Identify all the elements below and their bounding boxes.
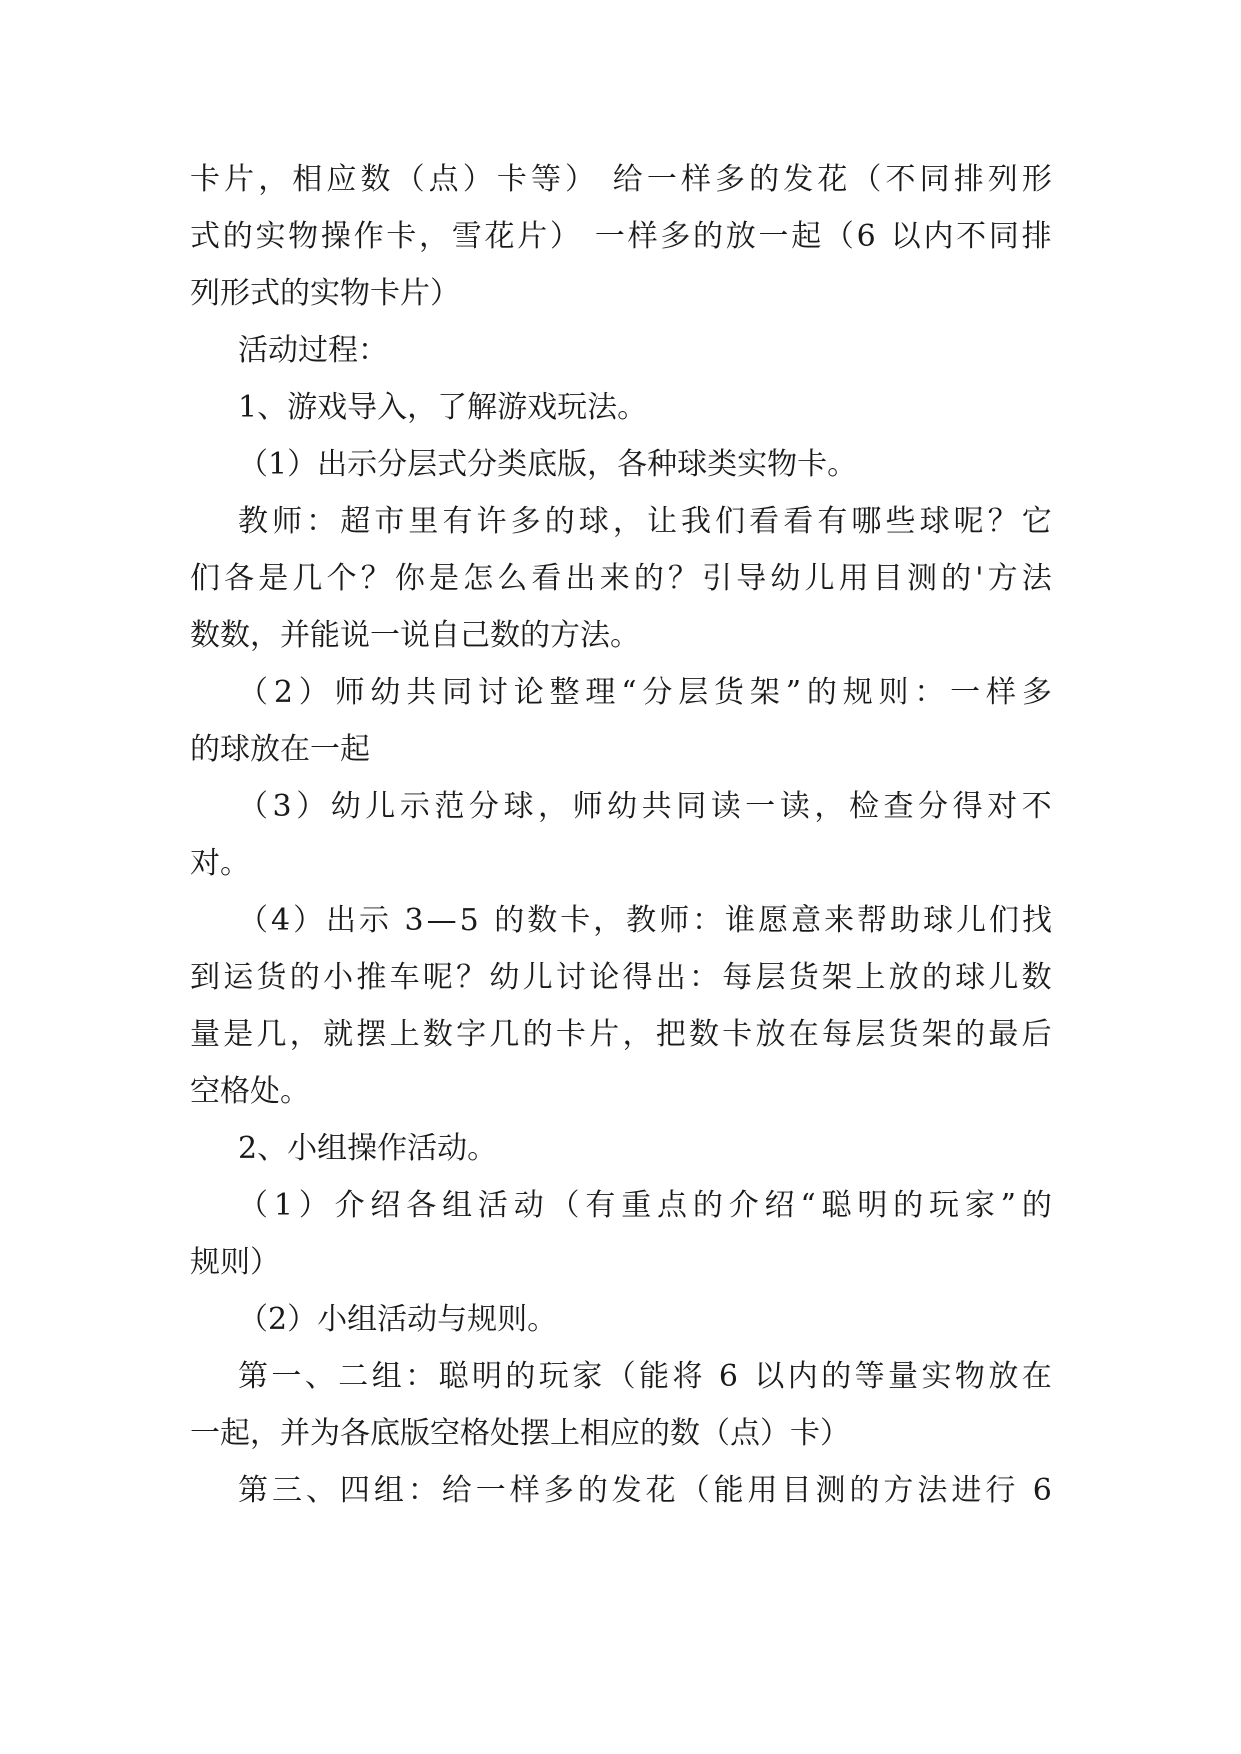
text-line-15: 到 运 货 的 小 推 车 呢 ？ 幼 儿 讨 论 得 出 ： 每 层 货 架 上 放 的 球 儿 数 bbox=[190, 960, 1052, 995]
text-line-3: 列形式的实物卡片） bbox=[190, 276, 460, 311]
text-line-21: （2）小组活动与规则。 bbox=[238, 1302, 558, 1337]
text-line-7: 教 师 ： 超 市 里 有 许 多 的 球 ， 让 我 们 看 看 有 哪 些 球 呢 ？ 它 bbox=[238, 504, 1052, 539]
text-line-2: 式 的 实 物 操 作 卡 ， 雪 花 片 ） 一 样 多 的 放 一 起 （ 6 以 内 不 同 排 bbox=[190, 219, 1052, 254]
text-line-16: 量 是 几 ， 就 摆 上 数 字 几 的 卡 片 ， 把 数 卡 放 在 每 层 货 架 的 最 后 bbox=[190, 1017, 1052, 1052]
text-line-24: 第 三 、 四 组 ： 给 一 样 多 的 发 花 （ 能 用 目 测 的 方 法 进 行 6 bbox=[238, 1473, 1052, 1508]
text-line-22: 第 一 、 二 组 ： 聪 明 的 玩 家 （ 能 将 6 以 内 的 等 量 实 物 放 在 bbox=[238, 1359, 1052, 1394]
text-line-9: 数数，并能说一说自己数的方法。 bbox=[190, 618, 640, 653]
text-line-17: 空格处。 bbox=[190, 1074, 310, 1109]
text-line-14: （ 4 ） 出 示 3 — 5 的 数 卡 ， 教 师 ： 谁 愿 意 来 帮 助 球 儿 们 找 bbox=[238, 903, 1052, 938]
text-line-8: 们 各 是 几 个 ？ 你 是 怎 么 看 出 来 的 ？ 引 导 幼 儿 用 目 测 的 ' 方 法 bbox=[190, 561, 1052, 596]
text-line-12: （ 3 ） 幼 儿 示 范 分 球 ， 师 幼 共 同 读 一 读 ， 检 查 分 得 对 不 bbox=[238, 789, 1052, 824]
text-line-10: （ 2 ） 师 幼 共 同 讨 论 整 理 “ 分 层 货 架 ” 的 规 则 ： 一 样 多 bbox=[238, 675, 1052, 710]
step-heading-2: 2、小组操作活动。 bbox=[238, 1131, 498, 1166]
step-heading-1: 1、游戏导入，了解游戏玩法。 bbox=[238, 390, 648, 425]
text-line-1: 卡 片 ， 相 应 数 （ 点 ） 卡 等 ） 给 一 样 多 的 发 花 （ 不 同 排 列 形 bbox=[190, 162, 1052, 197]
section-heading-process: 活动过程： bbox=[238, 333, 388, 368]
text-line-11: 的球放在一起 bbox=[190, 732, 370, 767]
text-line-23: 一起，并为各底版空格处摆上相应的数（点）卡） bbox=[190, 1416, 850, 1451]
text-line-6: （1）出示分层式分类底版，各种球类实物卡。 bbox=[238, 447, 858, 482]
text-line-19: （ 1 ） 介 绍 各 组 活 动 （ 有 重 点 的 介 绍 “ 聪 明 的 玩 家 ” 的 bbox=[238, 1188, 1052, 1223]
text-line-20: 规则） bbox=[190, 1245, 280, 1280]
text-line-13: 对。 bbox=[190, 846, 250, 881]
